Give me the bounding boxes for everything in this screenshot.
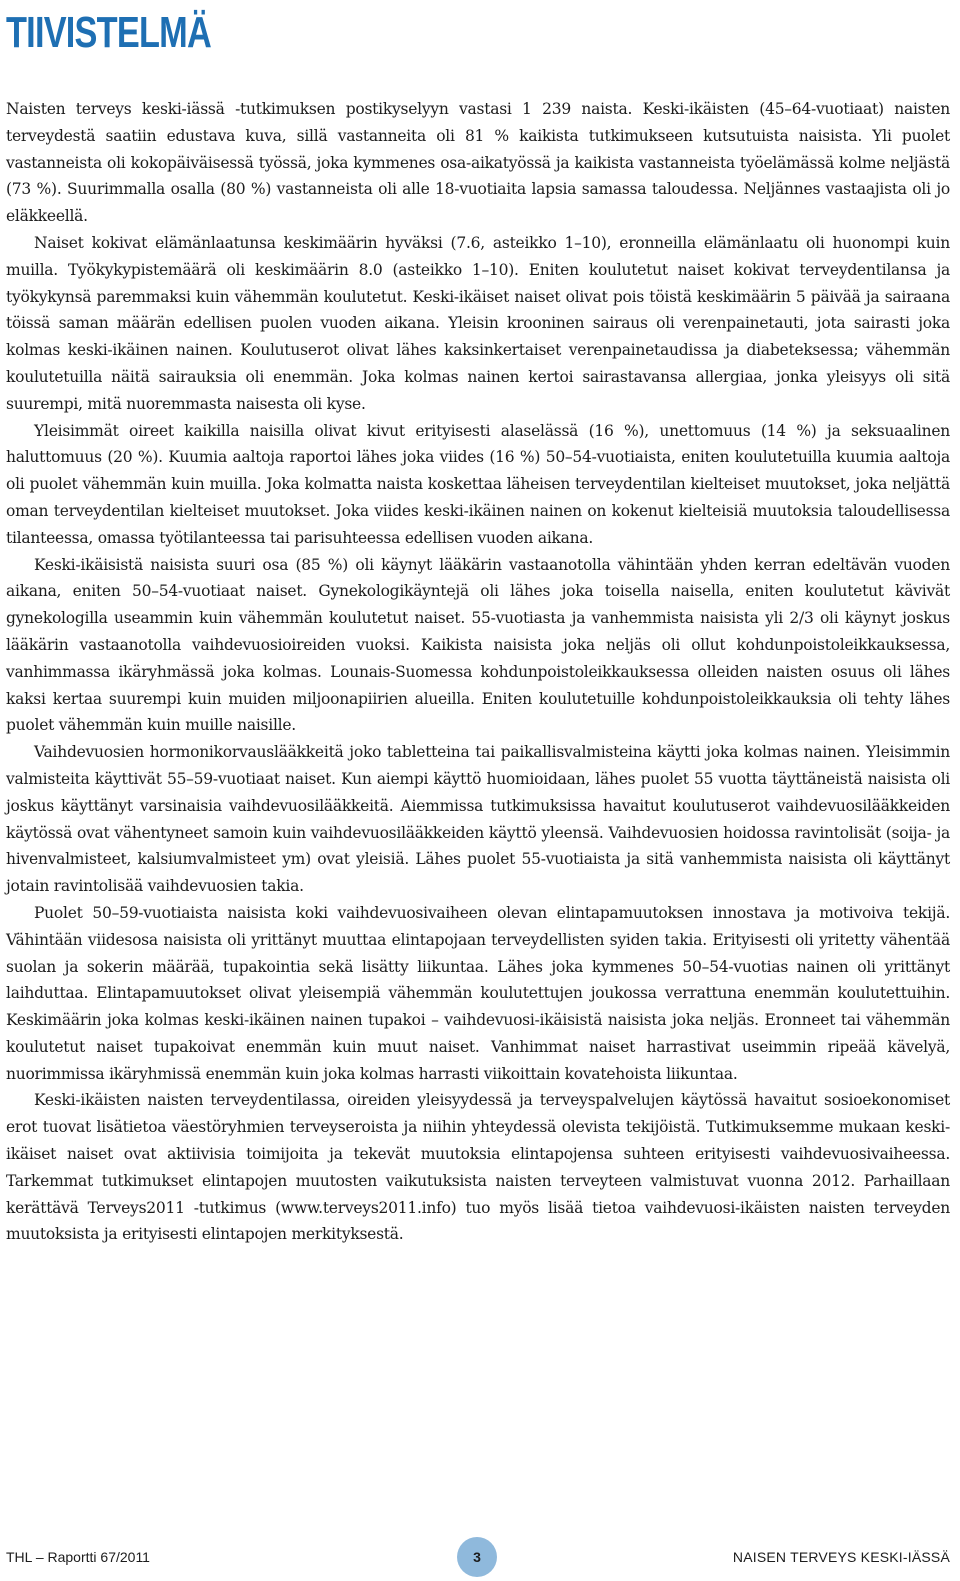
paragraph-3: Yleisimmät oireet kaikilla naisilla olivat kivut erityisesti alaselässä (16 %), unettomuus (14 %) ja seksuaalinen haluttomuus (20 %). Kuumia aaltoja raportoi lähes joka viides (16 %) 50–54-vuotiaista, eniten koulutetuilla kuumia aaltoja oli puolet vähemmän kuin muilla. Joka kolmatta naista koskettaa läheisen terveydentilan kielteiset muutokset, joka neljättä oman terveydentilan kielteiset muutokset. Joka viides keski-ikäinen nainen on kokenut kielteisiä muutoksia taloudellisessa tilanteessa, omassa työtilanteessa tai parisuhteessa edellisen vuoden aikana. [6, 421, 950, 547]
page-number: 3 [473, 1549, 481, 1565]
summary-body [6, 96, 950, 1248]
page-title: TIIVISTELMÄ [6, 8, 211, 57]
paragraph-7: Keski-ikäisten naisten terveydentilassa, oireiden yleisyydessä ja terveyspalvelujen käytössä havaitut sosioekonomiset erot tuovat lisätietoa väestöryhmien terveyseroista ja niihin yhteydessä olevista tekijöistä. Tutkimuksemme mukaan keski-ikäiset naiset ovat aktiivisia toimijoita ja tekevät muutoksia elintapojensa suhteen erityisesti vaihdevuosivaiheessa. Tarkemmat tutkimukset elintapojen muutosten vaikutuksista naisten terveyteen valmistuvat vuonna 2012. Parhaillaan kerättävä Terveys2011 -tutkimus (www.terveys2011.info) tuo myös lisää tietoa vaihdevuosi-ikäisten naisten terveyden muutoksista ja erityisesti elintapojen merkityksestä. [6, 1091, 950, 1244]
paragraph-4: Keski-ikäisistä naisista suuri osa (85 %) oli käynyt lääkärin vastaanotolla vähintään yhden kerran edeltävän vuoden aikana, eniten 50–54-vuotiaat naiset. Gynekologikäyntejä oli lähes joka toisella naisella, eniten koulutetut kävivät gynekologilla useammin kuin vähemmän koulutetut naiset. 55-vuotiasta ja vanhemmista naisista yli 2/3 oli käynyt joskus lääkärin vastaanotolla vaihdevuosioireiden vuoksi. Kaikista naisista joka neljäs oli ollut kohdunpoistoleikkauksessa, vanhimmassa ikäryhmässä joka kolmas. Lounais-Suomessa kohdunpoistoleikkauksessa olleiden naisten osuus oli lähes kaksi kertaa suurempi kuin muiden miljoonapiirien alueilla. Eniten koulutetuille kohdunpoistoleikkauksia oli tehty lähes puolet vähemmän kuin muille naisille. [6, 555, 950, 735]
footer-publisher: THL – Raportti 67/2011 [6, 1549, 150, 1565]
paragraph-5: Vaihdevuosien hormonikorvauslääkkeitä joko tabletteina tai paikallisvalmisteina käytti joka kolmas nainen. Yleisimmin valmisteita käyttivät 55–59-vuotiaat naiset. Kun aiempi käyttö huomioidaan, lähes puolet 55 vuotta täyttäneistä naisista oli joskus käyttänyt varsinaisia vaihdevuosilääkkeitä. Aiemmissa tutkimuksissa havaitut koulutuserot vaihdevuosilääkkeiden käytössä ovat vähentyneet samoin kuin vaihdevuosilääkkeiden käyttö yleensä. Vaihdevuosien hoidossa ravintolisät (soija- ja hivenvalmisteet, kalsiumvalmisteet ym) ovat yleisiä. Lähes puolet 55-vuotiaista ja sitä vanhemmista naisista oli käyttänyt jotain ravintolisää vaihdevuosien takia. [6, 743, 950, 896]
footer-running-title: NAISEN TERVEYS KESKI-IÄSSÄ [732, 1549, 950, 1565]
page-number-badge [457, 1537, 497, 1577]
page-footer [0, 1537, 960, 1577]
paragraph-1: Naisten terveys keski-iässä -tutkimuksen postikyselyyn vastasi 1 239 naista. Keski-ikäisten (45–64-vuotiaat) naisten terveydestä saatiin edustava kuva, sillä vastanneita oli 81 % kaikista tutkimukseen kutsutuista naisista. Yli puolet vastanneista oli kokopäiväisessä työssä, joka kymmenes osa-aikatyössä ja kaikista vastanneista työelämässä kolme neljästä (73 %). Suurimmalla osalla (80 %) vastanneista oli alle 18-vuotiaita lapsia samassa taloudessa. Neljännes vastaajista oli jo eläkkeellä. [6, 100, 950, 226]
paragraph-6: Puolet 50–59-vuotiaista naisista koki vaihdevuosivaiheen olevan elintapamuutoksen innostava ja motivoiva tekijä. Vähintään viidesosa naisista oli yrittänyt muuttaa elintapojaan terveydellisten syiden takia. Erityisesti oli yritetty vähentää suolan ja sokerin määrää, tupakointia sekä lisätty liikuntaa. Lähes joka kymmenes 50–54-vuotias nainen oli yrittänyt laihduttaa. Elintapamuutokset olivat yleisempiä vähemmän koulutettujen joukossa verrattuna enemmän koulutettuihin. Keskimäärin joka kolmas keski-ikäinen nainen tupakoi – vaihdevuosi-ikäisistä naisista joka neljäs. Eronneet tai vähemmän koulutetut naiset tupakoivat enemmän kuin muut naiset. Vanhimmat naiset harrastivat useimmin ripeää kävelyä, nuorimmissa ikäryhmissä enemmän kuin joka kolmas harrasti viikoittain kovatehoista liikuntaa. [6, 903, 950, 1083]
paragraph-2: Naiset kokivat elämänlaatunsa keskimäärin hyväksi (7.6, asteikko 1–10), eronneilla elämänlaatu oli huonompi kuin muilla. Työkykypistemäärä oli keskimäärin 8.0 (asteikko 1–10). Eniten koulutetut naiset kokivat terveydentilansa ja työkykynsä paremmaksi kuin vähemmän koulutetut. Keski-ikäiset naiset olivat pois töistä keskimäärin 5 päivää ja sairaana töissä saman määrän edellisen puolen vuoden aikana. Yleisin krooninen sairaus oli verenpainetauti, jota sairasti joka kolmas keski-ikäinen nainen. Koulutuserot olivat lähes kaksinkertaiset verenpainetaudissa ja diabeteksessa; vähemmän koulutetuilla näitä sairauksia oli enemmän. Joka kolmas nainen kertoi sairastavansa allergiaa, jonka yleisyys oli sitä suurempi, mitä nuoremmasta naisesta oli kyse. [6, 233, 950, 413]
